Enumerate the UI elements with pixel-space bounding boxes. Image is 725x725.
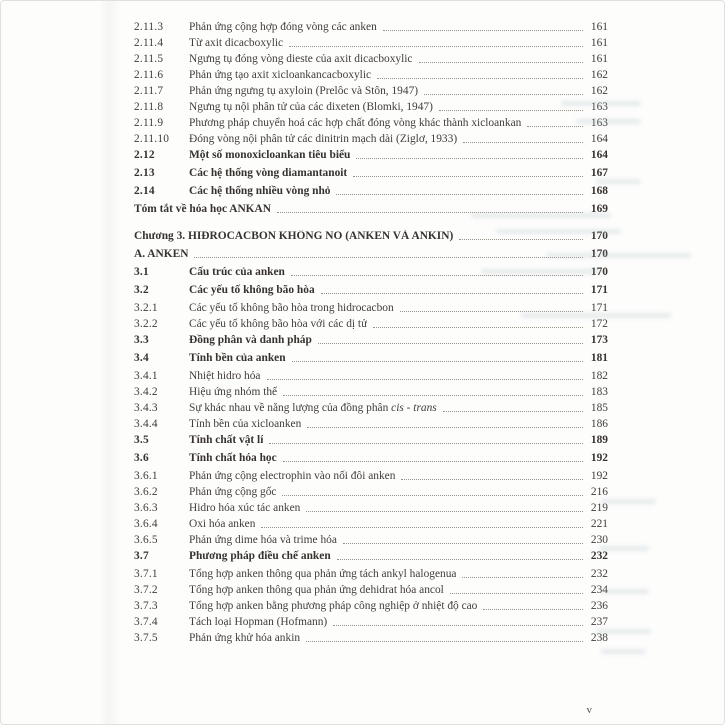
toc-entry-number: 2.13: [134, 167, 155, 179]
toc-entry-page: 192: [590, 470, 608, 482]
toc-entry-number: 3.7.3: [134, 600, 158, 612]
toc-entry-page: 238: [590, 632, 608, 644]
page-number: v: [586, 704, 592, 716]
toc-entry-number: 2.11.7: [134, 85, 164, 97]
toc-entry-number: 3.7: [134, 550, 149, 562]
bleed-through-artifact: [601, 649, 646, 654]
dot-leader: [400, 311, 583, 312]
dot-leader: [261, 527, 583, 528]
toc-entry: [134, 230, 608, 242]
toc-entry-title: Ngưng tụ đóng vòng dieste của axit dicacboxylic: [189, 53, 413, 65]
toc-entry-page: 182: [590, 370, 608, 382]
toc-entry: [134, 266, 608, 278]
toc-entry-page: 163: [590, 101, 608, 113]
dot-leader: [318, 343, 583, 344]
toc-entry-number: 3.4.2: [134, 386, 158, 398]
toc-entry-page: 161: [590, 37, 608, 49]
toc-entry-page: 164: [590, 133, 608, 145]
toc-entry-number: 2.11.4: [134, 37, 164, 49]
toc-entry-page: 232: [590, 550, 608, 562]
toc-entry-page: 219: [590, 502, 608, 514]
toc-entry-number: 2.11.9: [134, 117, 164, 129]
dot-leader: [283, 461, 583, 462]
toc-entry-title: Các hệ thống nhiều vòng nhỏ: [189, 185, 331, 197]
dot-leader: [483, 609, 583, 610]
scan-shadow: [99, 1, 121, 724]
toc-entry: [134, 53, 608, 65]
toc-entry-number: 2.11.10: [134, 133, 170, 145]
toc-entry-page: 162: [590, 69, 608, 81]
toc-entry-title: Đóng vòng nội phân tử các dinitrin mạch dài (Ziglơ, 1933): [189, 133, 458, 145]
dot-leader: [383, 30, 583, 31]
dot-leader: [306, 511, 583, 512]
toc-entry: [134, 284, 608, 296]
toc-entry-title: Phản ứng ngưng tụ axyloin (Prelôc và Stôn, 1947): [189, 85, 419, 97]
toc-entry-page: 170: [590, 266, 608, 278]
dot-leader: [377, 78, 583, 79]
toc-entry: [134, 37, 608, 49]
toc-entry: [134, 502, 608, 514]
toc-entry-page: 162: [590, 85, 608, 97]
toc-entry-page: 163: [590, 117, 608, 129]
toc-entry-page: 186: [590, 418, 608, 430]
dot-leader: [424, 94, 583, 95]
toc-entry-number: 3.6.4: [134, 518, 158, 530]
toc-entry-number: 3.5: [134, 434, 149, 446]
toc-entry-title: Oxi hóa anken: [189, 518, 256, 530]
dot-leader: [343, 543, 583, 544]
dot-leader: [439, 110, 583, 111]
toc-entry-page: 192: [590, 452, 608, 464]
toc-entry-title: Tính chất vật lí: [189, 434, 264, 446]
toc-entry-title: Phản ứng tạo axit xicloankancacboxylic: [189, 69, 372, 81]
toc-entry: [134, 203, 608, 215]
toc-entry: [134, 584, 608, 596]
dot-leader: [321, 293, 583, 294]
toc-entry-number: 2.11.5: [134, 53, 164, 65]
dot-leader: [419, 62, 584, 63]
toc-entry-title: Phương pháp chuyển hoá các hợp chất đóng vòng khác thành xicloankan: [189, 117, 522, 129]
toc-entry-title: A. ANKEN: [134, 248, 189, 260]
toc-entry-title: Tính chất hóa học: [189, 452, 277, 464]
toc-entry-title: Ngưng tụ nội phân tử của các dixeten (Blomki, 1947): [189, 101, 433, 113]
toc-entry-title: Các hệ thống vòng diamantanoit: [189, 167, 348, 179]
dot-leader: [401, 479, 583, 480]
toc-entry-number: 3.7.4: [134, 616, 158, 628]
toc-entry-title: Tổng hợp anken bằng phương pháp công nghiệp ở nhiệt độ cao: [189, 600, 478, 612]
toc-entry-page: 164: [590, 149, 608, 161]
toc-entry-page: 183: [590, 386, 608, 398]
toc-entry-page: 171: [590, 284, 608, 296]
dot-leader: [289, 46, 583, 47]
toc-entry-number: 2.11.6: [134, 69, 164, 81]
bleed-through-artifact: [601, 589, 649, 594]
dot-leader: [459, 239, 583, 240]
toc-entry-number: 3.2: [134, 284, 149, 296]
toc-entry-number: 3.4: [134, 352, 149, 364]
toc-entry: [134, 185, 608, 197]
toc-entry-page: 173: [590, 334, 608, 346]
dot-leader: [282, 495, 583, 496]
toc-entry: [134, 167, 608, 179]
toc-entry-number: 3.6.3: [134, 502, 158, 514]
toc-entry-title: Cấu trúc của anken: [189, 266, 285, 278]
toc-entry-title: Tách loại Hopman (Hofmann): [189, 616, 328, 628]
toc-entry-title: Phản ứng khử hóa ankin: [189, 632, 301, 644]
toc-entry: [134, 302, 608, 314]
toc-entry-number: 3.3: [134, 334, 149, 346]
toc-entry-page: 170: [590, 248, 608, 260]
toc-entry: [134, 69, 608, 81]
toc-entry-number: 2.14: [134, 185, 155, 197]
dot-leader: [283, 395, 583, 396]
toc-entry-page: 168: [590, 185, 608, 197]
toc-entry-title: Tính bền của anken: [189, 352, 286, 364]
toc-entry-page: 237: [590, 616, 608, 628]
toc-entry: [134, 452, 608, 464]
toc-entry: [134, 370, 608, 382]
toc-entry-page: 236: [590, 600, 608, 612]
toc-entry: [134, 318, 608, 330]
toc-entry-title: Hidro hóa xúc tác anken: [189, 502, 301, 514]
toc-entry: [134, 101, 608, 113]
dot-leader: [527, 126, 583, 127]
dot-leader: [463, 142, 583, 143]
toc-entry-title: Tính bền của xicloanken: [189, 418, 302, 430]
toc-entry-number: 3.4.4: [134, 418, 158, 430]
toc-entry-title: Từ axit dicacboxylic: [189, 37, 284, 49]
toc-entry-title: Phản ứng dime hóa và trime hóa: [189, 534, 337, 546]
toc-entry: [134, 386, 608, 398]
toc-entry-title: Phản ứng cộng electrophin vào nối đôi anken: [189, 470, 396, 482]
dot-leader: [291, 275, 583, 276]
toc-entry-page: 161: [590, 21, 608, 33]
toc-entry-number: 3.6.1: [134, 470, 158, 482]
toc-entry-number: 2.11.3: [134, 21, 164, 33]
dot-leader: [306, 641, 583, 642]
toc-entry-number: 3.4.1: [134, 370, 158, 382]
toc-entry-page: 181: [590, 352, 608, 364]
toc-entry: [134, 402, 608, 414]
toc-entry-page: 189: [590, 434, 608, 446]
toc-entry: [134, 486, 608, 498]
toc-entry: [134, 550, 608, 562]
dot-leader: [336, 194, 583, 195]
toc-entry-number: 2.12: [134, 149, 155, 161]
toc-list: [134, 21, 608, 648]
toc-entry: [134, 534, 608, 546]
toc-entry: [134, 133, 608, 145]
toc-entry-title: Đồng phân và danh pháp: [189, 334, 312, 346]
dot-leader: [194, 257, 583, 258]
toc-entry: [134, 85, 608, 97]
toc-entry-page: 232: [590, 568, 608, 580]
dot-leader: [450, 593, 583, 594]
toc-entry-page: 221: [590, 518, 608, 530]
toc-entry-title: Tổng hợp anken thông qua phản ứng dehidrat hóa ancol: [189, 584, 444, 596]
toc-entry-page: 234: [590, 584, 608, 596]
dot-leader: [443, 411, 583, 412]
toc-entry: [134, 149, 608, 161]
toc-entry-page: 216: [590, 486, 608, 498]
toc-entry-page: 161: [590, 53, 608, 65]
toc-entry: [134, 600, 608, 612]
toc-entry-page: 170: [590, 230, 608, 242]
toc-entry-page: 172: [590, 318, 608, 330]
toc-entry-title: Phương pháp điều chế anken: [189, 550, 331, 562]
toc-entry: [134, 248, 608, 260]
toc-entry-page: 171: [590, 302, 608, 314]
toc-entry: [134, 616, 608, 628]
toc-entry-number: 3.6: [134, 452, 149, 464]
toc-entry-title: Một số monoxicloankan tiêu biểu: [189, 149, 351, 161]
dot-leader: [462, 577, 583, 578]
toc-entry-title: Các yếu tố không bão hòa trong hidrocacbon: [189, 302, 394, 314]
toc-entry-title: Tổng hợp anken thông qua phản ứng tách ankyl halogenua: [189, 568, 457, 580]
toc-entry-number: 3.7.1: [134, 568, 158, 580]
toc-entry-title: Phản ứng cộng gốc: [189, 486, 277, 498]
toc-entry-title: Phản ứng cộng hợp đóng vòng các anken: [189, 21, 377, 33]
toc-entry-page: 167: [590, 167, 608, 179]
dot-leader: [307, 427, 583, 428]
dot-leader: [373, 327, 583, 328]
toc-entry: [134, 632, 608, 644]
toc-entry-title: Chương 3. HIĐROCACBON KHÔNG NO (ANKEN VÀ ANKIN): [134, 230, 454, 242]
toc-entry-page: 169: [590, 203, 608, 215]
toc-entry: [134, 518, 608, 530]
dot-leader: [337, 559, 583, 560]
toc-entry: [134, 352, 608, 364]
toc-entry: [134, 434, 608, 446]
toc-entry-number: 2.11.8: [134, 101, 164, 113]
toc-entry: [134, 568, 608, 580]
toc-entry-title: Tóm tắt về hóa học ANKAN: [134, 203, 271, 215]
toc-entry: [134, 117, 608, 129]
dot-leader: [277, 212, 583, 213]
toc-entry-title: Sự khác nhau về năng lượng của đồng phân cis - trans: [189, 402, 437, 414]
toc-entry-title: Các yếu tố không bão hòa: [189, 284, 315, 296]
dot-leader: [269, 443, 583, 444]
toc-entry-title: Các yếu tố không bão hòa với các dị tử: [189, 318, 368, 330]
toc-entry-number: 3.2.1: [134, 302, 158, 314]
toc-entry-number: 3.1: [134, 266, 149, 278]
toc-entry-number: 3.6.5: [134, 534, 158, 546]
toc-entry-number: 3.4.3: [134, 402, 158, 414]
toc-entry: [134, 418, 608, 430]
dot-leader: [356, 158, 583, 159]
dot-leader: [267, 379, 584, 380]
toc-entry: [134, 21, 608, 33]
toc-entry-number: 3.2.2: [134, 318, 158, 330]
toc-entry-page: 230: [590, 534, 608, 546]
dot-leader: [353, 176, 583, 177]
toc-entry-title: Hiệu ứng nhóm thế: [189, 386, 278, 398]
dot-leader: [292, 361, 583, 362]
toc-entry-page: 185: [590, 402, 608, 414]
toc-entry-title: Nhiệt hidro hóa: [189, 370, 261, 382]
toc-entry: [134, 334, 608, 346]
toc-entry: [134, 470, 608, 482]
toc-entry-number: 3.7.2: [134, 584, 158, 596]
bleed-through-artifact: [601, 499, 656, 504]
toc-entry-number: 3.7.5: [134, 632, 158, 644]
dot-leader: [333, 625, 583, 626]
toc-entry-number: 3.6.2: [134, 486, 158, 498]
